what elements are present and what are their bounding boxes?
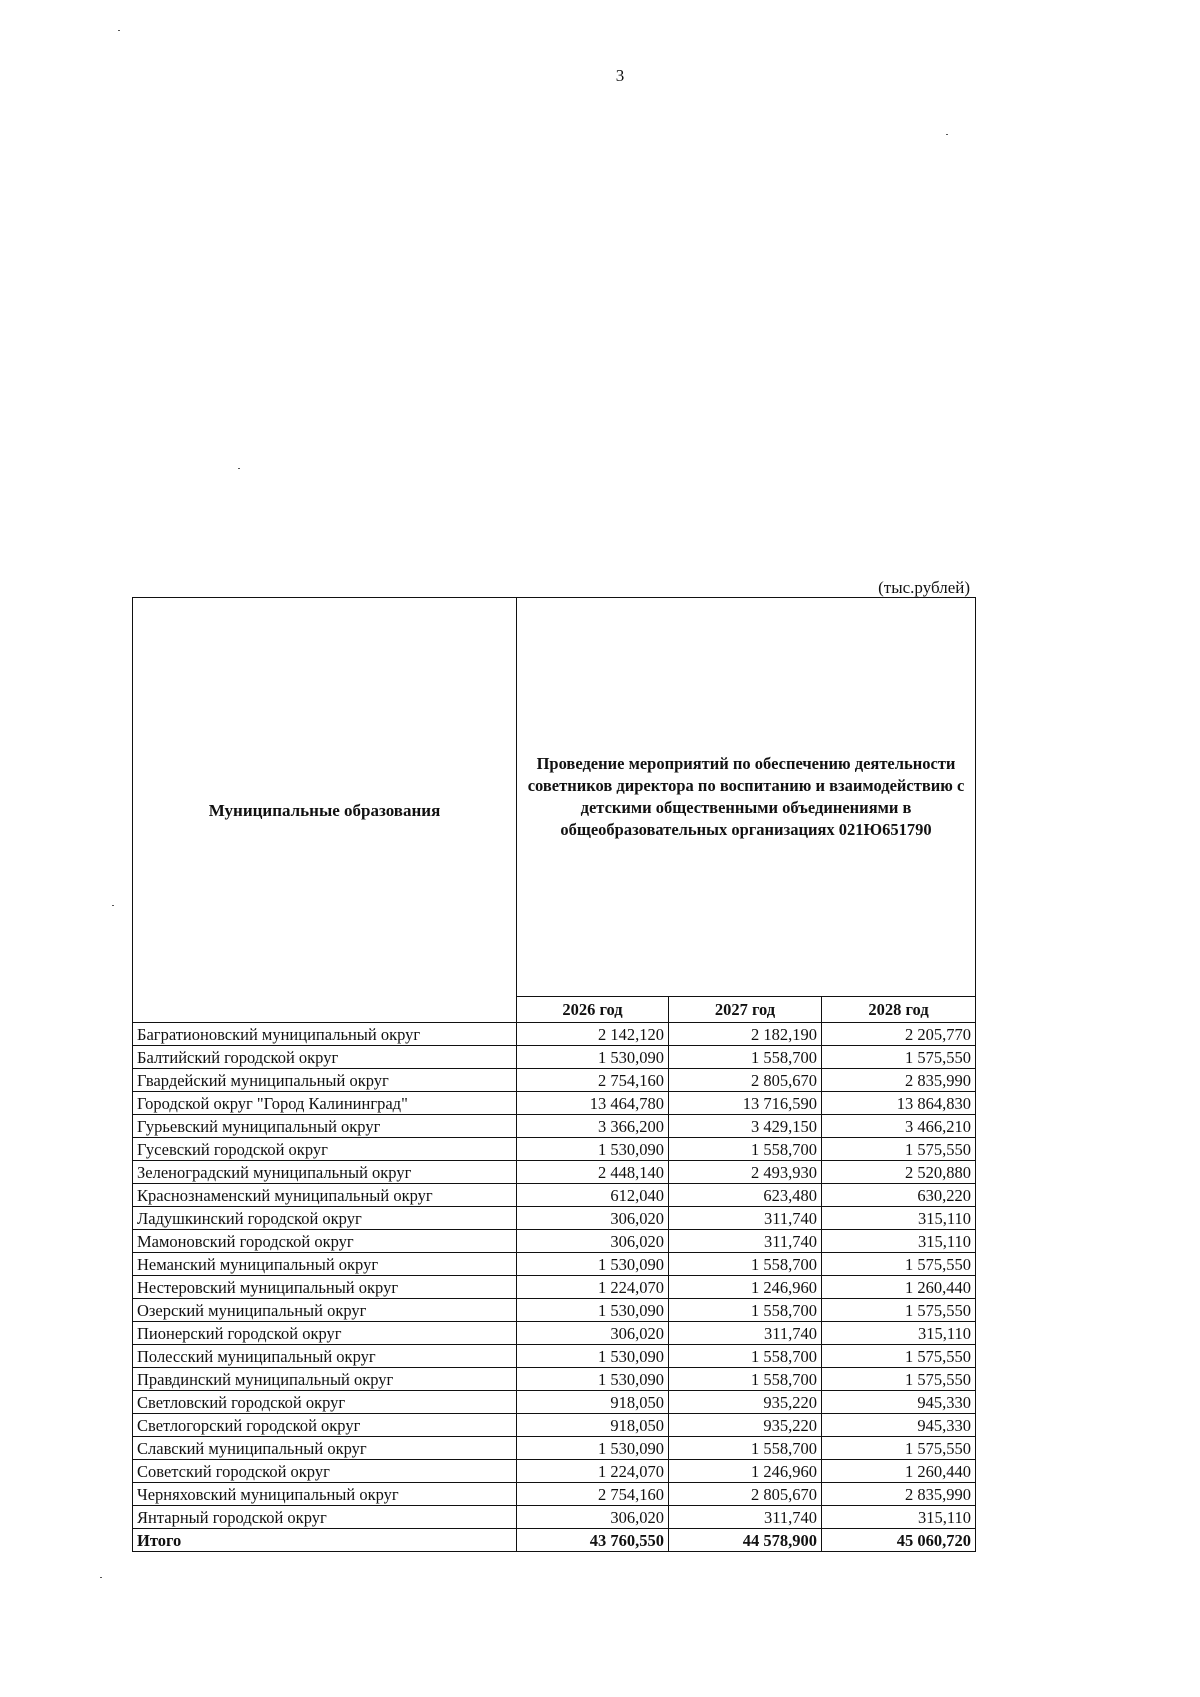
value-2026-cell: 1 530,090	[517, 1368, 669, 1391]
municipality-name-cell: Светловский городской округ	[133, 1391, 517, 1414]
value-2027-cell: 623,480	[669, 1184, 822, 1207]
table-row	[133, 1207, 976, 1230]
municipality-name-cell: Гвардейский муниципальный округ	[133, 1069, 517, 1092]
value-2027-cell: 1 246,960	[669, 1460, 822, 1483]
table-row	[133, 1115, 976, 1138]
value-2026-cell: 1 530,090	[517, 1299, 669, 1322]
total-label-cell: Итого	[133, 1529, 517, 1552]
table-row	[133, 1437, 976, 1460]
total-2026-cell: 43 760,550	[517, 1529, 669, 1552]
value-2027-cell: 1 558,700	[669, 1368, 822, 1391]
municipality-name-cell: Гусевский городской округ	[133, 1138, 517, 1161]
municipality-name-cell: Озерский муниципальный округ	[133, 1299, 517, 1322]
table-row	[133, 1138, 976, 1161]
table-row	[133, 1483, 976, 1506]
year-2027-header: 2027 год	[669, 997, 822, 1023]
value-2027-cell: 1 246,960	[669, 1276, 822, 1299]
table-row	[133, 1046, 976, 1069]
value-2026-cell: 918,050	[517, 1414, 669, 1437]
value-2028-cell: 2 835,990	[822, 1069, 976, 1092]
value-2026-cell: 306,020	[517, 1207, 669, 1230]
value-2026-cell: 1 530,090	[517, 1345, 669, 1368]
value-2026-cell: 3 366,200	[517, 1115, 669, 1138]
value-2026-cell: 2 754,160	[517, 1069, 669, 1092]
municipality-name-cell: Багратионовский муниципальный округ	[133, 1023, 517, 1046]
value-2027-cell: 311,740	[669, 1230, 822, 1253]
municipality-name-cell: Правдинский муниципальный округ	[133, 1368, 517, 1391]
value-2026-cell: 2 448,140	[517, 1161, 669, 1184]
municipality-name-cell: Советский городской округ	[133, 1460, 517, 1483]
value-2026-cell: 1 530,090	[517, 1138, 669, 1161]
units-label: (тыс.рублей)	[878, 578, 970, 597]
measure-column-header: Проведение мероприятий по обеспечению деятельности советников директора по воспитанию и взаимодействию с детскими общественными объединениями в общеобразовательных организациях 021Ю651790	[517, 598, 976, 997]
value-2027-cell: 2 805,670	[669, 1069, 822, 1092]
municipality-name-cell: Янтарный городской округ	[133, 1506, 517, 1529]
value-2027-cell: 1 558,700	[669, 1046, 822, 1069]
value-2027-cell: 2 805,670	[669, 1483, 822, 1506]
value-2028-cell: 945,330	[822, 1391, 976, 1414]
value-2026-cell: 306,020	[517, 1506, 669, 1529]
value-2026-cell: 306,020	[517, 1322, 669, 1345]
value-2026-cell: 1 530,090	[517, 1046, 669, 1069]
value-2027-cell: 1 558,700	[669, 1299, 822, 1322]
municipality-name-cell: Зеленоградский муниципальный округ	[133, 1161, 517, 1184]
municipality-name-cell: Мамоновский городской округ	[133, 1230, 517, 1253]
value-2028-cell: 315,110	[822, 1230, 976, 1253]
total-2027-cell: 44 578,900	[669, 1529, 822, 1552]
table-row	[133, 1345, 976, 1368]
value-2026-cell: 612,040	[517, 1184, 669, 1207]
table-row	[133, 1276, 976, 1299]
table-row	[133, 1069, 976, 1092]
value-2028-cell: 315,110	[822, 1506, 976, 1529]
value-2027-cell: 311,740	[669, 1506, 822, 1529]
value-2028-cell: 1 575,550	[822, 1299, 976, 1322]
year-2028-header: 2028 год	[822, 997, 976, 1023]
value-2028-cell: 315,110	[822, 1322, 976, 1345]
municipality-name-cell: Черняховский муниципальный округ	[133, 1483, 517, 1506]
table-row	[133, 1023, 976, 1046]
value-2027-cell: 311,740	[669, 1207, 822, 1230]
value-2026-cell: 13 464,780	[517, 1092, 669, 1115]
value-2027-cell: 2 182,190	[669, 1023, 822, 1046]
table-row	[133, 1184, 976, 1207]
municipality-name-cell: Краснознаменский муниципальный округ	[133, 1184, 517, 1207]
table-row	[133, 1253, 976, 1276]
value-2027-cell: 2 493,930	[669, 1161, 822, 1184]
value-2027-cell: 311,740	[669, 1322, 822, 1345]
table-row	[133, 1230, 976, 1253]
value-2028-cell: 1 260,440	[822, 1276, 976, 1299]
value-2028-cell: 315,110	[822, 1207, 976, 1230]
value-2026-cell: 1 224,070	[517, 1460, 669, 1483]
value-2027-cell: 935,220	[669, 1391, 822, 1414]
municipality-name-cell: Пионерский городской округ	[133, 1322, 517, 1345]
value-2026-cell: 918,050	[517, 1391, 669, 1414]
value-2027-cell: 13 716,590	[669, 1092, 822, 1115]
value-2028-cell: 2 205,770	[822, 1023, 976, 1046]
value-2028-cell: 1 575,550	[822, 1368, 976, 1391]
value-2027-cell: 1 558,700	[669, 1437, 822, 1460]
value-2026-cell: 1 530,090	[517, 1253, 669, 1276]
year-2026-header: 2026 год	[517, 997, 669, 1023]
value-2027-cell: 1 558,700	[669, 1253, 822, 1276]
municipality-name-cell: Нестеровский муниципальный округ	[133, 1276, 517, 1299]
value-2027-cell: 935,220	[669, 1414, 822, 1437]
table-body	[133, 1023, 976, 1552]
value-2027-cell: 1 558,700	[669, 1345, 822, 1368]
value-2026-cell: 2 754,160	[517, 1483, 669, 1506]
municipality-name-cell: Неманский муниципальный округ	[133, 1253, 517, 1276]
value-2026-cell: 306,020	[517, 1230, 669, 1253]
scan-speck	[118, 30, 120, 31]
value-2028-cell: 1 575,550	[822, 1138, 976, 1161]
value-2026-cell: 1 224,070	[517, 1276, 669, 1299]
value-2028-cell: 945,330	[822, 1414, 976, 1437]
value-2028-cell: 1 260,440	[822, 1460, 976, 1483]
scan-speck	[238, 468, 240, 469]
municipality-name-cell: Балтийский городской округ	[133, 1046, 517, 1069]
table-row	[133, 1299, 976, 1322]
value-2028-cell: 3 466,210	[822, 1115, 976, 1138]
value-2028-cell: 630,220	[822, 1184, 976, 1207]
table-row	[133, 1368, 976, 1391]
table-row	[133, 1391, 976, 1414]
scan-speck	[112, 905, 114, 906]
municipality-name-cell: Светлогорский городской округ	[133, 1414, 517, 1437]
table-row	[133, 1322, 976, 1345]
subsidy-table	[132, 597, 976, 1552]
municipality-name-cell: Ладушкинский городской округ	[133, 1207, 517, 1230]
value-2027-cell: 1 558,700	[669, 1138, 822, 1161]
total-row	[133, 1529, 976, 1552]
table-row	[133, 1161, 976, 1184]
value-2028-cell: 1 575,550	[822, 1437, 976, 1460]
table-row	[133, 1460, 976, 1483]
municipality-column-header: Муниципальные образования	[133, 598, 517, 1023]
scan-speck	[946, 134, 948, 135]
table-row	[133, 1506, 976, 1529]
table-header-row	[133, 598, 976, 997]
table-row	[133, 1414, 976, 1437]
value-2028-cell: 2 835,990	[822, 1483, 976, 1506]
value-2028-cell: 2 520,880	[822, 1161, 976, 1184]
value-2026-cell: 2 142,120	[517, 1023, 669, 1046]
value-2028-cell: 1 575,550	[822, 1345, 976, 1368]
scan-speck	[100, 1577, 102, 1578]
municipality-name-cell: Славский муниципальный округ	[133, 1437, 517, 1460]
value-2027-cell: 3 429,150	[669, 1115, 822, 1138]
table-row	[133, 1092, 976, 1115]
total-2028-cell: 45 060,720	[822, 1529, 976, 1552]
value-2028-cell: 13 864,830	[822, 1092, 976, 1115]
municipality-name-cell: Гурьевский муниципальный округ	[133, 1115, 517, 1138]
page-number: 3	[615, 66, 625, 85]
municipality-name-cell: Полесский муниципальный округ	[133, 1345, 517, 1368]
value-2028-cell: 1 575,550	[822, 1253, 976, 1276]
municipality-name-cell: Городской округ "Город Калининград"	[133, 1092, 517, 1115]
value-2026-cell: 1 530,090	[517, 1437, 669, 1460]
value-2028-cell: 1 575,550	[822, 1046, 976, 1069]
